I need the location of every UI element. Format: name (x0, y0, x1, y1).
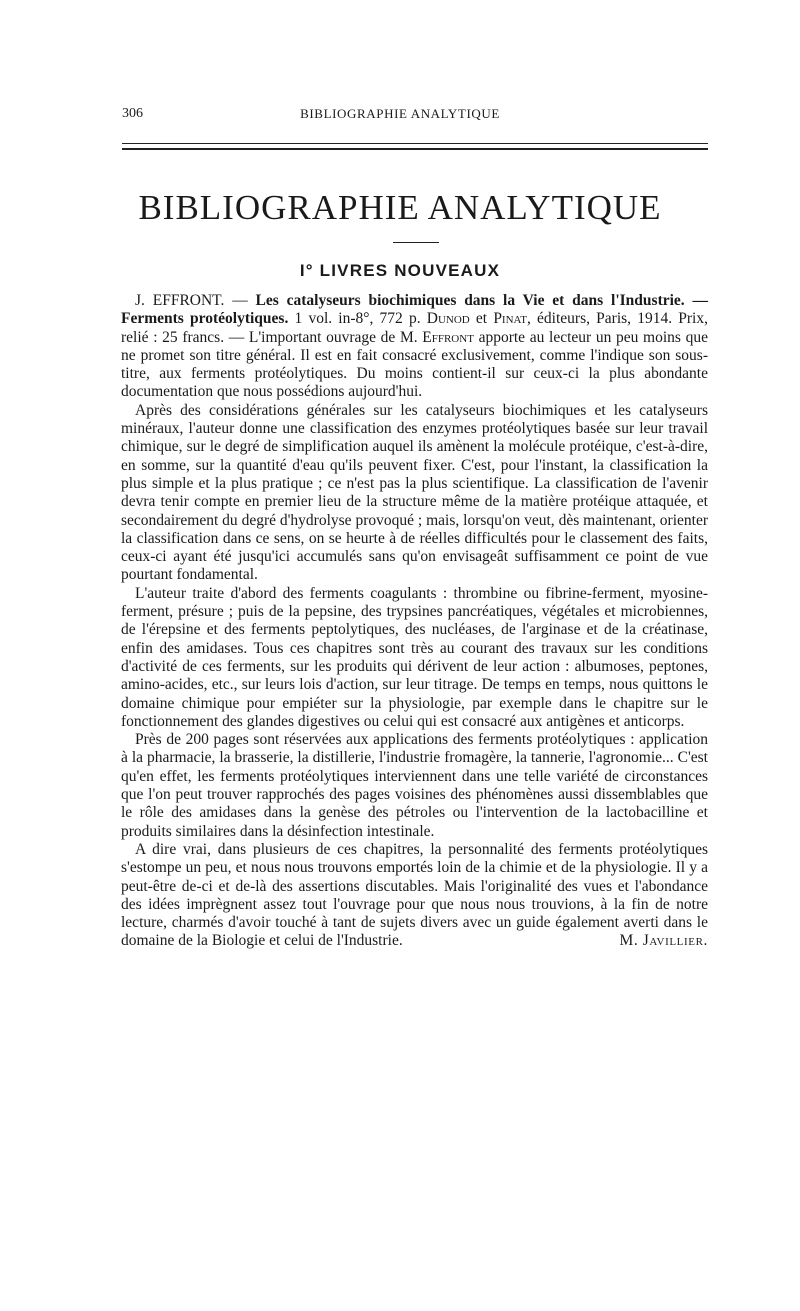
author-reference: Effront (422, 328, 474, 346)
publication-details: , éditeurs, Paris, 1914. Prix, relié : 25 francs. — L'important ouvrage de M. (121, 310, 708, 346)
publisher-1: Dunod (426, 310, 470, 328)
header-rule-thick (122, 148, 708, 150)
review-paragraph-1 (121, 292, 708, 402)
review-paragraph-5 (121, 841, 708, 951)
publisher-2: Pinat (493, 310, 527, 328)
reviewer-signature: M. Javillier. (619, 932, 708, 950)
review-author: J. EFFRONT. — (135, 292, 256, 309)
page-number: 306 (122, 106, 143, 121)
book-title: Les catalyseurs biochimiques dans la Vie et dans l'Industrie. — Ferments protéolytiques. (121, 292, 708, 328)
section-heading: I° LIVRES NOUVEAUX (299, 261, 501, 280)
review-body (121, 292, 708, 951)
header-rule-thin (122, 143, 708, 144)
book-details: 1 vol. in-8°, 772 p. (288, 310, 427, 328)
page-title: BIBLIOGRAPHIE ANALYTIQUE (138, 188, 662, 227)
paragraph-1-text: apporte au lecteur un peu moins que ne promet son titre général. Il est en fait consacré exclusivement, comme l'indique son sous-titre, aux ferments protéolytiques. Du moins contient-il sur ceux-ci la plus abondante documentation que nous possédions aujourd'hui. (121, 328, 708, 401)
running-head: BIBLIOGRAPHIE ANALYTIQUE (300, 106, 500, 121)
review-paragraph-3: L'auteur traite d'abord des ferments coagulants : thrombine ou fibrine-ferment, myosine-ferment, présure ; puis de la pepsine, des trypsines pancréatiques, végétales et microbiennes, de l'érepsine et des ferments peptolytiques, des nucléases, de l'arginase et de la créatinase, enfin des amidases. Tous ces chapitres sont très au courant des travaux sur les conditions d'activité de ces ferments, sur les produits qui dérivent de leur action : albumoses, peptones, amino-acides, etc., sur leurs lois d'action, sur leur titrage. De temps en temps, nous quittons le domaine chimique pour empiéter sur la physiologie, par exemple dans le chapitre sur le fonctionnement des glandes digestives ou celui qui est consacré aux antigènes et anticorps. (121, 584, 708, 730)
title-divider (393, 242, 439, 243)
review-paragraph-2: Après des considérations générales sur les catalyseurs biochimiques et les catalyseurs minéraux, l'auteur donne une classification des enzymes protéolytiques basée sur leur travail chimique, sur le degré de simplification auquel ils amènent la molécule protéique, c'est-à-dire, en somme, sur la quantité d'eau qu'ils peuvent fixer. C'est, pour l'instant, la classification la plus simple et la plus pratique ; ce n'est pas la plus scientifique. La classification de l'avenir devra tenir compte en premier lieu de la structure même de la matière protéique attaquée, et secondairement du degré d'hydrolyse provoqué ; mais, lorsqu'on veut, dès maintenant, orienter la classification dans ce sens, on se heurte à de réelles difficultés pour le classement des faits, ceux-ci ayant été jusqu'ici accumulés sans qu'on envisageât suffisamment ce point de vue pourtant fondamental. (121, 401, 708, 584)
review-paragraph-4: Près de 200 pages sont réservées aux applications des ferments protéolytiques : application à la pharmacie, la brasserie, la distillerie, l'industrie fromagère, la tannerie, l'agronomie... C'est qu'en effet, les ferments protéolytiques interviennent dans une telle variété de circonstances que l'on peut trouver rapprochés des pages voisines des phénomènes aussi dissemblables que le rôle des amidases dans la genèse des pétroles ou l'intervention de la lactobacilline et produits similaires dans la désinfection intestinale. (121, 731, 708, 840)
paragraph-5-text: A dire vrai, dans plusieurs de ces chapitres, la personnalité des ferments protéolytiques s'estompe un peu, et nous nous trouvons emportés loin de la chimie et de la physiologie. Il y a peut-être de-ci et de-là des assertions discutables. Mais l'originalité des vues et l'abondance des idées imprègnent assez tout l'ouvrage pour que nous nous trouvions, à la fin de notre lecture, charmés d'avoir touché à tant de sujets divers avec un guide également averti dans le domaine de la Biologie et celui de l'Industrie. (121, 840, 708, 950)
publisher-conjunction: et (469, 310, 494, 328)
